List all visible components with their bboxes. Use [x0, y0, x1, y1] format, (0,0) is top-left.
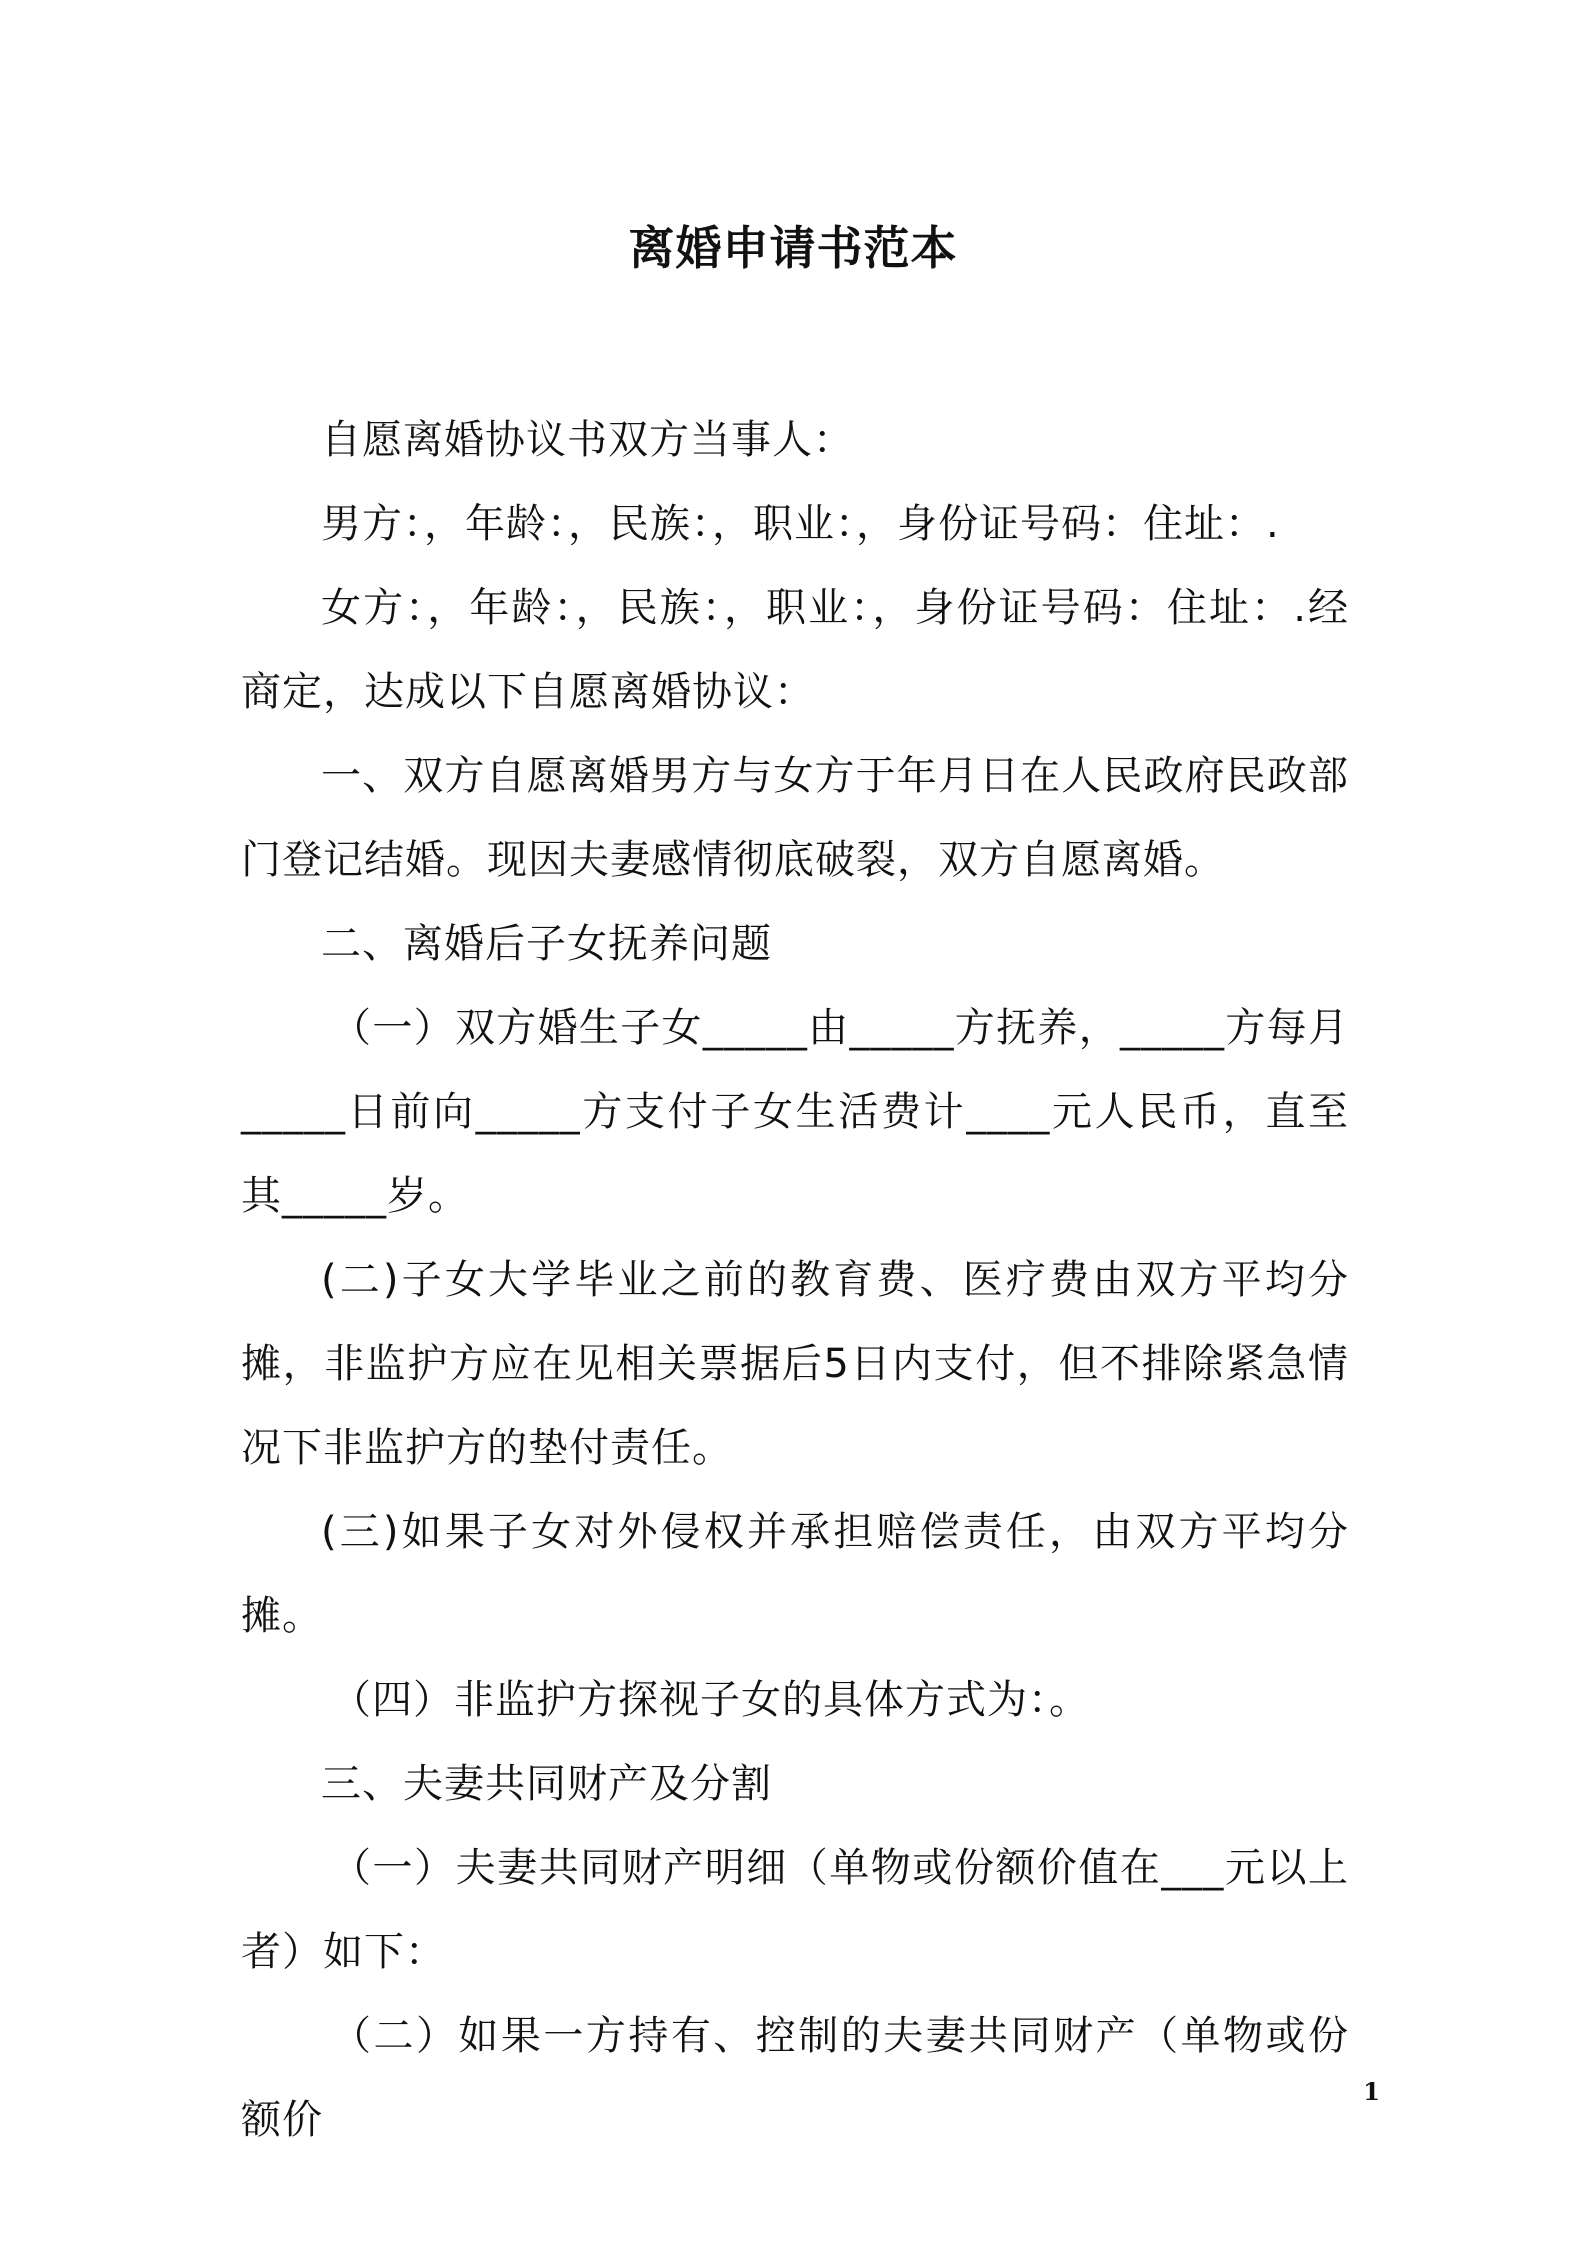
paragraph-child-custody: （一）双方婚生子女_____由_____方抚养，_____方每月_____日前向_____方支付子女生活费计____元人民币，直至其_____岁。 [241, 1005, 1349, 1219]
paragraph-education-medical-costs: (二)子女大学毕业之前的教育费、医疗费由双方平均分摊，非监护方应在见相关票据后5日内支付，但不排除紧急情况下非监护方的垫付责任。 [241, 1257, 1349, 1471]
paragraph-joint-property-control: （二）如果一方持有、控制的夫妻共同财产（单物或份额价 [241, 2013, 1349, 2143]
paragraph-tort-liability: (三)如果子女对外侵权并承担赔偿责任，由双方平均分摊。 [241, 1509, 1349, 1639]
paragraph-clause-two-heading: 二、离婚后子女抚养问题 [321, 921, 772, 967]
paragraph-visitation: （四）非监护方探视子女的具体方式为：。 [331, 1677, 1090, 1723]
document-title: 离婚申请书范本 [628, 221, 958, 275]
page-number: 1 [1363, 2077, 1380, 2106]
paragraph-clause-one: 一、双方自愿离婚男方与女方于年月日在人民政府民政部门登记结婚。现因夫妻感情彻底破裂，双方自愿离婚。 [241, 753, 1349, 883]
paragraph-parties-heading: 自愿离婚协议书双方当事人： [321, 417, 854, 463]
paragraph-male-party: 男方：，年龄：，民族：，职业：，身份证号码：住址：. [321, 501, 1280, 547]
document-body [241, 398, 1349, 2162]
paragraph-female-party: 女方：，年龄：，民族：，职业：，身份证号码：住址：.经商定，达成以下自愿离婚协议： [241, 585, 1349, 715]
paragraph-clause-three-heading: 三、夫妻共同财产及分割 [321, 1761, 772, 1807]
paragraph-joint-property-list: （一）夫妻共同财产明细（单物或份额价值在___元以上者）如下： [241, 1845, 1349, 1975]
